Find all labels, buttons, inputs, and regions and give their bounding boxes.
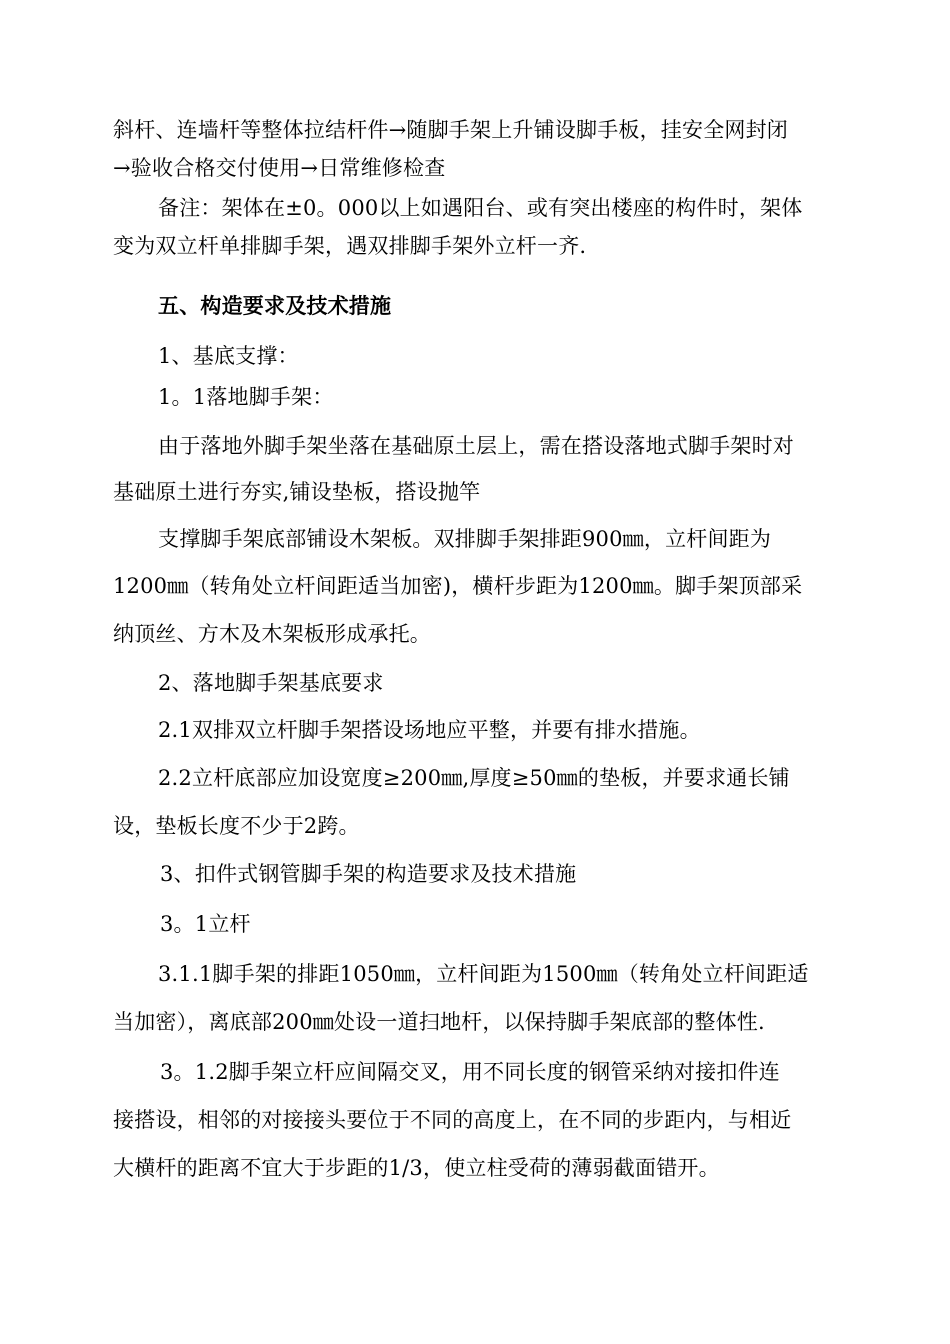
- text-line: 由于落地外脚手架坐落在基础原土层上，需在搭设落地式脚手架时对: [158, 434, 794, 458]
- section-heading: 五、构造要求及技术措施: [158, 293, 392, 318]
- text-line: 基础原土进行夯实,铺设垫板，搭设抛竿: [113, 480, 481, 504]
- text-line: 1、基底支撑：: [158, 344, 299, 368]
- text-line: 支撑脚手架底部铺设木架板。双排脚手架排距900㎜，立杆间距为: [158, 527, 772, 551]
- text-line: 设，垫板长度不少于2跨。: [113, 814, 360, 838]
- text-line: 3、扣件式钢管脚手架的构造要求及技术措施: [160, 862, 577, 886]
- text-line: 3。1.2脚手架立杆应间隔交叉，用不同长度的钢管采纳对接扣件连: [160, 1060, 780, 1084]
- text-line: →验收合格交付使用→日常维修检查: [113, 156, 446, 180]
- text-line: 斜杆、连墙杆等整体拉结杆件→随脚手架上升铺设脚手板，挂安全网封闭: [113, 118, 788, 142]
- text-line: 3。1立杆: [160, 912, 251, 936]
- text-line: 2.2立杆底部应加设宽度≥200㎜,厚度≥50㎜的垫板，并要求通长铺: [158, 766, 790, 790]
- text-line: 纳顶丝、方木及木架板形成承托。: [113, 622, 431, 646]
- text-line: 变为双立杆单排脚手架，遇双排脚手架外立杆一齐.: [113, 234, 587, 258]
- text-line: 备注：架体在±0。000以上如遇阳台、或有突出楼座的构件时，架体: [158, 196, 803, 220]
- text-line: 2.1双排双立杆脚手架搭设场地应平整，并要有排水措施。: [158, 718, 701, 742]
- text-line: 1200㎜（转角处立杆间距适当加密)，横杆步距为1200㎜。脚手架顶部采: [113, 574, 803, 598]
- text-line: 2、落地脚手架基底要求: [158, 671, 384, 695]
- text-line: 当加密），离底部200㎜处设一道扫地杆，以保持脚手架底部的整体性.: [113, 1010, 765, 1034]
- text-line: 大横杆的距离不宜大于步距的1/3，使立柱受荷的薄弱截面错开。: [113, 1156, 720, 1180]
- text-line: 3.1.1脚手架的排距1050㎜，立杆间距为1500㎜（转角处立杆间距适: [158, 962, 809, 986]
- text-line: 接搭设，相邻的对接接头要位于不同的高度上，在不同的步距内，与相近: [113, 1108, 792, 1132]
- text-line: 1。1落地脚手架：: [158, 385, 334, 409]
